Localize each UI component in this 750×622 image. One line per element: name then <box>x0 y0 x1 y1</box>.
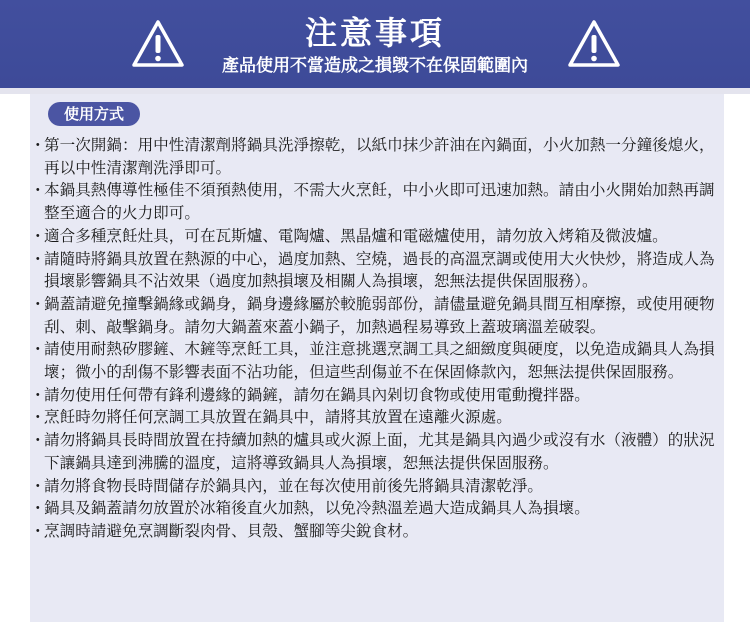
bullet-icon: ・ <box>30 385 46 404</box>
bullet-icon: ・ <box>30 226 46 245</box>
list-item <box>30 497 730 520</box>
item-text: 烹飪時勿將任何烹調工具放置在鍋具中，請將其放置在遠離火源處。 <box>44 408 512 427</box>
bullet-icon: ・ <box>30 294 46 313</box>
list-item <box>30 520 730 543</box>
item-text: 請勿將鍋具長時間放置在持續加熱的爐具或火源上面，尤其是鍋具內過少或沒有水（液體）的狀況下讓鍋具達到沸騰的溫度，這將導致鍋具人為損壞，恕無法提供保固服務。 <box>44 431 715 472</box>
item-text: 請勿使用任何帶有鋒利邊緣的鍋鏟，請勿在鍋具內剁切食物或使用電動攪拌器。 <box>44 385 590 404</box>
list-item <box>30 429 730 474</box>
list-item <box>30 248 730 293</box>
item-text: 鍋具及鍋蓋請勿放置於冰箱後直火加熱，以免冷熱溫差過大造成鍋具人為損壞。 <box>44 499 590 518</box>
bullet-icon: ・ <box>30 136 46 154</box>
list-item <box>30 475 730 498</box>
item-text: 鍋蓋請避免撞擊鍋緣或鍋身，鍋身邊緣屬於較脆弱部份，請儘量避免鍋具間互相摩擦，或使用硬物刮、刺、敲擊鍋身。請勿大鍋蓋來蓋小鍋子，加熱過程易導致上蓋玻璃溫差破裂。 <box>44 294 715 336</box>
list-item <box>30 134 730 179</box>
page-title: 注意事項 <box>304 14 445 52</box>
item-text: 請勿將食物長時間儲存於鍋具內，並在每次使用前後先將鍋具清潔乾淨。 <box>44 476 544 495</box>
bullet-icon: ・ <box>30 499 46 518</box>
item-text: 本鍋具熱傳導性極佳不須預熱使用，不需大火烹飪，中小火即可迅速加熱。請由小火開始加熱再調整至適合的火力即可。 <box>44 181 715 223</box>
bullet-icon: ・ <box>30 249 46 268</box>
item-text: 烹調時請避免烹調斷裂肉骨、貝殼、蟹腳等尖銳食材。 <box>44 521 419 540</box>
bullet-icon: ・ <box>30 340 46 359</box>
instruction-list <box>30 134 730 543</box>
bullet-icon: ・ <box>30 521 46 540</box>
bullet-icon: ・ <box>30 476 46 495</box>
list-item <box>30 338 730 383</box>
list-item <box>30 293 730 338</box>
item-text: 適合多種烹飪灶具，可在瓦斯爐、電陶爐、黑晶爐和電磁爐使用，請勿放入烤箱及微波爐。 <box>44 226 668 245</box>
page-subtitle: 產品使用不當造成之損毀不在保固範圍內 <box>222 56 528 76</box>
list-item <box>30 179 730 224</box>
item-text: 請使用耐熱矽膠鏟、木鏟等烹飪工具，並注意挑選烹調工具之細緻度與硬度，以免造成鍋具人為損壞；微小的刮傷不影響表面不沾功能，但這些刮傷並不在保固條款內，恕無法提供保固服務。 <box>44 340 715 382</box>
item-text: 第一次開鍋：用中性清潔劑將鍋具洗淨擦乾，以紙巾抹少許油在內鍋面，小火加熱一分鐘後熄火，再以中性清潔劑洗淨即可。 <box>44 136 715 177</box>
list-item <box>30 406 730 429</box>
bullet-icon: ・ <box>30 431 46 450</box>
section-badge: 使用方式 <box>48 102 140 126</box>
bullet-icon: ・ <box>30 181 46 200</box>
bullet-icon: ・ <box>30 408 46 427</box>
item-text: 請隨時將鍋具放置在熱源的中心，過度加熱、空燒，過長的高溫烹調或使用大火快炒，將造成人為損壞影響鍋具不沾效果（過度加熱損壞及相關人為損壞，恕無法提供保固服務）。 <box>44 249 715 291</box>
list-item <box>30 384 730 407</box>
list-item <box>30 225 730 248</box>
